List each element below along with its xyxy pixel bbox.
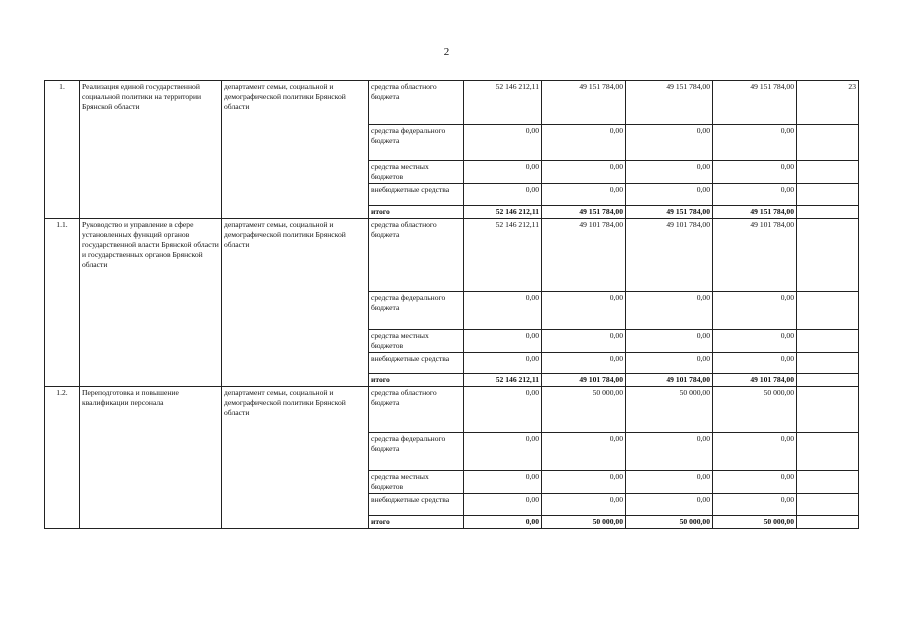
amount-cell-v2: 49 101 784,00 [542,219,626,292]
amount-cell-v2: 0,00 [542,330,626,353]
last-column-value: 23 [797,81,859,125]
amount-cell-v1: 52 146 212,11 [464,374,542,387]
amount-cell-v3: 0,00 [626,292,713,330]
amount-cell-v3: 0,00 [626,471,713,494]
funding-source: внебюджетные средства [369,353,464,374]
amount-cell-v2: 0,00 [542,471,626,494]
section-index: 1. [45,81,80,219]
empty-cell [797,374,859,387]
amount-cell-v1: 0,00 [464,161,542,184]
amount-cell-v3: 49 101 784,00 [626,219,713,292]
amount-cell-v4: 0,00 [713,471,797,494]
empty-cell [797,219,859,292]
amount-cell-v1: 0,00 [464,292,542,330]
page-number: 2 [443,46,450,58]
table-row [45,81,859,125]
amount-cell-v2: 0,00 [542,494,626,516]
amount-cell-v2: 50 000,00 [542,516,626,529]
funding-source: средства местных бюджетов [369,330,464,353]
amount-cell-v2: 49 151 784,00 [542,206,626,219]
amount-cell-v1: 52 146 212,11 [464,206,542,219]
funding-source: средства местных бюджетов [369,471,464,494]
funding-source: внебюджетные средства [369,184,464,206]
total-label: итого [369,374,464,387]
amount-cell-v1: 0,00 [464,184,542,206]
empty-cell [797,353,859,374]
amount-cell-v1: 0,00 [464,433,542,471]
amount-cell-v1: 0,00 [464,353,542,374]
amount-cell-v2: 49 151 784,00 [542,81,626,125]
amount-cell-v1: 0,00 [464,330,542,353]
amount-cell-v4: 0,00 [713,353,797,374]
section-name: Переподготовка и повышение квалификации персонала [80,387,222,529]
section-name: Руководство и управление в сфере установленных функций органов государственной власти Брянской области и государственных органов Брянской области [80,219,222,387]
empty-cell [797,433,859,471]
amount-cell-v3: 0,00 [626,184,713,206]
amount-cell-v1: 52 146 212,11 [464,81,542,125]
amount-cell-v3: 49 151 784,00 [626,206,713,219]
empty-cell [797,494,859,516]
funding-source: средства местных бюджетов [369,161,464,184]
amount-cell-v3: 50 000,00 [626,516,713,529]
amount-cell-v2: 0,00 [542,161,626,184]
funding-source: средства областного бюджета [369,219,464,292]
empty-cell [797,184,859,206]
amount-cell-v4: 0,00 [713,161,797,184]
amount-cell-v4: 49 101 784,00 [713,374,797,387]
funding-source: внебюджетные средства [369,494,464,516]
funding-source: средства федерального бюджета [369,292,464,330]
amount-cell-v3: 49 101 784,00 [626,374,713,387]
amount-cell-v3: 0,00 [626,125,713,161]
amount-cell-v2: 0,00 [542,125,626,161]
budget-table [44,80,859,529]
empty-cell [797,516,859,529]
amount-cell-v1: 52 146 212,11 [464,219,542,292]
amount-cell-v2: 0,00 [542,292,626,330]
empty-cell [797,387,859,433]
amount-cell-v3: 49 151 784,00 [626,81,713,125]
amount-cell-v4: 50 000,00 [713,387,797,433]
amount-cell-v3: 0,00 [626,161,713,184]
amount-cell-v3: 0,00 [626,353,713,374]
amount-cell-v4: 49 151 784,00 [713,81,797,125]
section-index: 1.1. [45,219,80,387]
table-row [45,219,859,292]
total-label: итого [369,206,464,219]
empty-cell [797,292,859,330]
amount-cell-v3: 0,00 [626,330,713,353]
funding-source: средства федерального бюджета [369,433,464,471]
funding-source: средства областного бюджета [369,387,464,433]
amount-cell-v3: 50 000,00 [626,387,713,433]
amount-cell-v2: 0,00 [542,433,626,471]
amount-cell-v4: 0,00 [713,292,797,330]
amount-cell-v4: 0,00 [713,330,797,353]
amount-cell-v1: 0,00 [464,125,542,161]
amount-cell-v1: 0,00 [464,516,542,529]
amount-cell-v3: 0,00 [626,494,713,516]
amount-cell-v4: 50 000,00 [713,516,797,529]
empty-cell [797,161,859,184]
section-name: Реализация единой государственной социальной политики на территории Брянской области [80,81,222,219]
section-department: департамент семьи, социальной и демографической политики Брянской области [222,81,369,219]
funding-source: средства федерального бюджета [369,125,464,161]
amount-cell-v4: 0,00 [713,433,797,471]
amount-cell-v1: 0,00 [464,387,542,433]
total-label: итого [369,516,464,529]
empty-cell [797,206,859,219]
amount-cell-v2: 0,00 [542,353,626,374]
empty-cell [797,330,859,353]
table-row [45,387,859,433]
amount-cell-v4: 0,00 [713,494,797,516]
amount-cell-v2: 50 000,00 [542,387,626,433]
funding-source: средства областного бюджета [369,81,464,125]
amount-cell-v3: 0,00 [626,433,713,471]
amount-cell-v4: 49 151 784,00 [713,206,797,219]
amount-cell-v1: 0,00 [464,471,542,494]
amount-cell-v4: 0,00 [713,184,797,206]
amount-cell-v2: 0,00 [542,184,626,206]
amount-cell-v4: 49 101 784,00 [713,219,797,292]
section-department: департамент семьи, социальной и демографической политики Брянской области [222,387,369,529]
amount-cell-v4: 0,00 [713,125,797,161]
amount-cell-v2: 49 101 784,00 [542,374,626,387]
section-index: 1.2. [45,387,80,529]
section-department: департамент семьи, социальной и демографической политики Брянской области [222,219,369,387]
amount-cell-v1: 0,00 [464,494,542,516]
empty-cell [797,471,859,494]
empty-cell [797,125,859,161]
